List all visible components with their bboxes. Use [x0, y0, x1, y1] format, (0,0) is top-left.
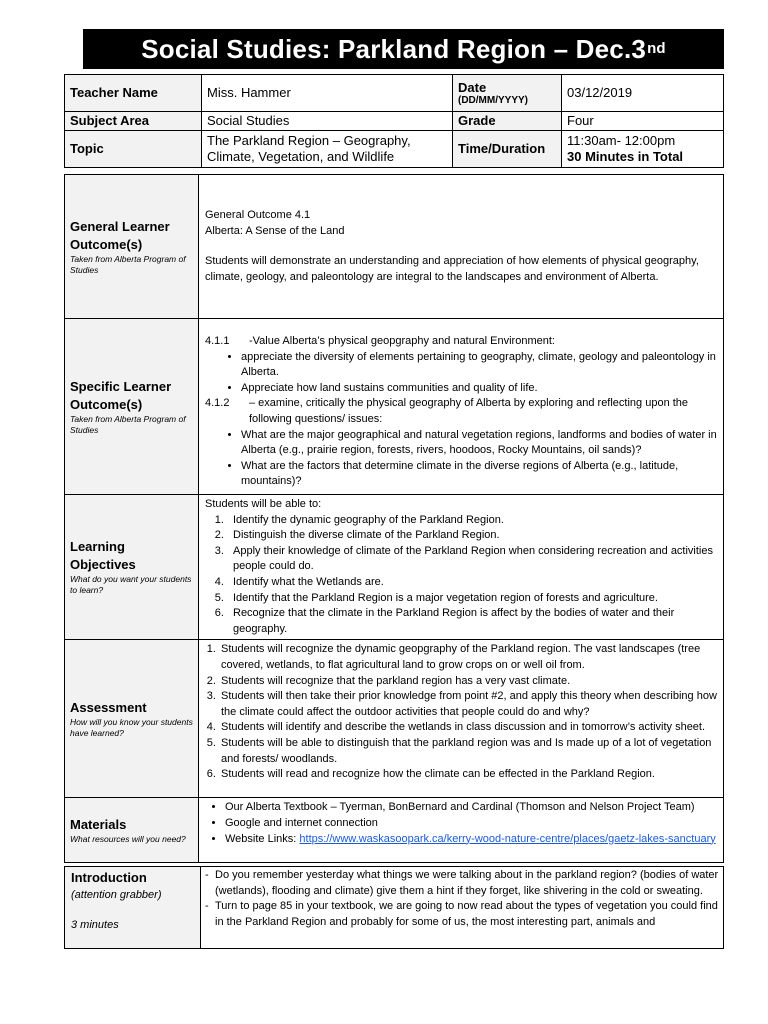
introduction-sub: (attention grabber)	[71, 889, 162, 901]
slo-outcome-1-number: 4.1.1	[205, 335, 230, 347]
glo-line2: Alberta: A Sense of the Land	[205, 224, 345, 237]
slo-outcome-2-number: 4.1.2	[205, 397, 230, 410]
list-item	[225, 832, 717, 848]
list-item: 5. Students will be able to distinguish that the parkland region was and Is made up of a lot of vegetation and forests/ woodlands.	[219, 736, 717, 767]
list-item: 6. Recognize that the climate in the Parkland Region is affect by the bodies of water and their geography.	[227, 606, 717, 637]
date-format: (DD/MM/YYYY)	[458, 94, 528, 106]
objectives-label-cell	[65, 495, 199, 640]
list-item: 5. Identify that the Parkland Region is a major vegetation region of forests and agriculture.	[227, 591, 717, 607]
list-item: • What are the major geographical and natural vegetation regions, landforms and bodies of water in Alberta (e.g., prairie region, forests, rivers, hoodoos, Rocky Mountains, oil sands)?	[241, 428, 717, 459]
list-item: • appreciate the diversity of elements pertaining to geography, climate, geology and paleontology in Alberta.	[241, 350, 717, 381]
objectives-intro: Students will be able to:	[205, 498, 322, 510]
teacher-value: Miss. Hammer	[202, 75, 453, 112]
lesson-plan-table	[64, 174, 724, 863]
glo-label-cell	[65, 175, 199, 319]
slo-label-cell	[65, 319, 199, 495]
materials-list	[205, 800, 717, 847]
slo-label: Specific Learner Outcome(s)	[70, 378, 172, 412]
introduction-duration: 3 minutes	[71, 919, 119, 931]
objectives-content	[199, 495, 724, 640]
list-item: • What are the factors that determine climate in the diverse regions of Alberta (e.g., latitude, mountains)?	[241, 459, 717, 490]
introduction-table	[64, 866, 724, 949]
list-item: 3. Students will then take their prior knowledge from point #2, and apply this theory when describing how the climate could affect the outdoor activities that people could do and why?	[219, 689, 717, 720]
grade-label: Grade	[453, 112, 562, 131]
materials-label-cell	[65, 798, 199, 863]
date-value: 03/12/2019	[562, 75, 724, 112]
glo-sub: Taken from Alberta Program of Studies	[70, 253, 186, 275]
list-item: 2. Distinguish the diverse climate of the Parkland Region.	[227, 528, 717, 544]
list-item: 6. Students will read and recognize how the climate can be effected in the Parkland Region.	[219, 767, 717, 783]
assessment-label-cell	[65, 640, 199, 798]
assessment-sub: How will you know your students have learned?	[70, 716, 193, 738]
teacher-label: Teacher Name	[65, 75, 202, 112]
list-item: 1. Students will recognize the dynamic geopgraphy of the Parkland region. The vast landscapes (tree covered, wetlands, to flat agricultural land to grow crops on or well oil from.	[219, 642, 717, 673]
introduction-point-1	[205, 868, 719, 899]
objectives-label: Learning Objectives	[70, 539, 136, 573]
subject-label: Subject Area	[65, 112, 202, 131]
assessment-label: Assessment	[70, 699, 147, 715]
slo-outcome-1	[205, 334, 717, 350]
dash-marker: -	[205, 900, 209, 913]
materials-label: Materials	[70, 816, 127, 832]
introduction-label: Introduction	[71, 870, 147, 885]
date-label: Date	[458, 79, 487, 95]
introduction-label-cell	[65, 867, 201, 949]
list-item: 3. Apply their knowledge of climate of the Parkland Region when considering recreation and activities people could do.	[227, 544, 717, 575]
topic-label: Topic	[65, 131, 202, 168]
list-item: 2. Students will recognize that the parkland region has a very vast climate.	[219, 674, 717, 690]
objectives-sub: What do you want your students to learn?	[70, 574, 192, 596]
website-links-label: Website Links:	[225, 832, 300, 845]
page-title: Social Studies: Parkland Region – Dec.3	[141, 33, 647, 64]
dash-marker: -	[205, 869, 209, 881]
slo-outcome-1-bullets	[205, 350, 717, 397]
assessment-content	[199, 640, 724, 798]
subject-value: Social Studies	[202, 112, 453, 131]
duration-value: 30 Minutes in Total	[567, 149, 684, 164]
website-link[interactable]: https://www.waskasoopark.ca/kerry-wood-nature-centre/places/gaetz-lakes-sanctuary	[299, 832, 716, 845]
slo-outcome-2-bullets	[205, 428, 717, 490]
introduction-content	[201, 867, 724, 949]
time-label: Time/Duration	[453, 131, 562, 168]
glo-label: General Learner Outcome(s)	[70, 218, 170, 252]
page-title-banner: Social Studies: Parkland Region – Dec.3 nd	[83, 29, 724, 69]
glo-content	[199, 175, 724, 319]
slo-outcome-1-text: -Value Alberta’s physical geopgraphy and natural Environment:	[249, 335, 555, 347]
slo-content	[199, 319, 724, 495]
glo-line1: General Outcome 4.1	[205, 209, 311, 221]
slo-sub: Taken from Alberta Program of Studies	[70, 413, 186, 435]
introduction-point-2	[205, 899, 719, 930]
list-item: • Google and internet connection	[225, 816, 717, 832]
slo-outcome-2-text: – examine, critically the physical geography of Alberta by exploring and reflecting upon the following questions/ issues:	[249, 397, 689, 425]
topic-value: The Parkland Region – Geography, Climate, Vegetation, and Wildlife	[202, 131, 453, 168]
list-item: 4. Identify what the Wetlands are.	[227, 575, 717, 591]
time-cell	[562, 131, 724, 168]
grade-value: Four	[562, 112, 724, 131]
list-item: • Our Alberta Textbook – Tyerman, BonBernard and Cardinal (Thomson and Nelson Project Team)	[225, 800, 717, 816]
assessment-list	[205, 642, 717, 782]
glo-paragraph: Students will demonstrate an understanding and appreciation of how elements of physical geography, climate, geology, and paleontology are integral to the landscapes and environment of Alberta.	[205, 255, 699, 283]
slo-outcome-2	[205, 396, 717, 427]
objectives-list	[205, 513, 717, 638]
date-label-cell	[453, 75, 562, 112]
materials-content	[199, 798, 724, 863]
lesson-info-table	[64, 74, 724, 168]
introduction-text-2: Turn to page 85 in your textbook, we are going to now read about the types of vegetation you could find in the Parkland Region and probably for some of us, the most interesting part, animals and	[215, 900, 718, 928]
list-item: 4. Students will identify and describe the wetlands in class discussion and in tomorrow’s activity sheet.	[219, 720, 717, 736]
time-value: 11:30am- 12:00pm	[567, 133, 676, 148]
list-item: • Appreciate how land sustains communities and quality of life.	[241, 381, 717, 397]
materials-sub: What resources will you need?	[70, 833, 186, 844]
introduction-text-1: Do you remember yesterday what things we were talking about in the parkland region? (bodies of water (wetlands), flooding and climate) give them a hint if they forget, like shivering in the cold or sweating.	[215, 869, 719, 897]
list-item: 1. Identify the dynamic geography of the Parkland Region.	[227, 513, 717, 529]
